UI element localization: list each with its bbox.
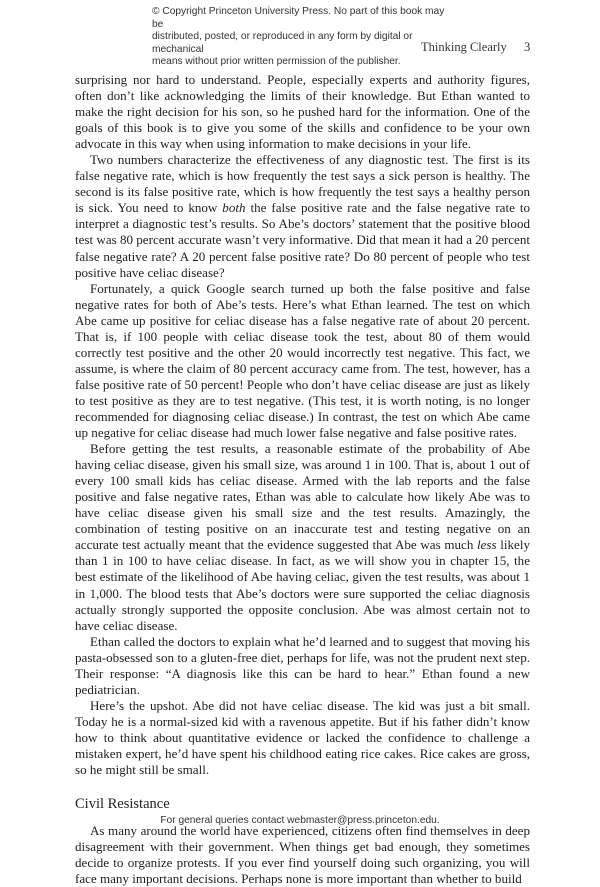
page-number: 3: [524, 40, 531, 54]
paragraph-text: likely than 1 in 100 to have celiac disease. In fact, as we will show you in chapter 15, the best estimate of the likelihood of Abe having celiac, given the test results, was about 1 in 1,000. The blood tests that Abe’s doctors were sure supported the celiac diagnosis actually strongly supported the opposite conclusion. Abe was almost certain not to have celiac disease.: [75, 537, 530, 633]
paragraph: Here’s the upshot. Abe did not have celiac disease. The kid was just a bit small. Today he is a normal-sized kid with a ravenous appetite. But if his father didn’t know how to think about quantitative evidence or lacked the confidence to challenge a mistaken expert, he’d have spent his childhood eating rice cakes. Rice cakes are gross, so he might still be small.: [75, 697, 530, 778]
paragraph: [75, 441, 530, 634]
running-head: Thinking Clearly: [421, 40, 507, 54]
section-heading: Civil Resistance: [75, 796, 170, 813]
paragraph: surprising nor hard to understand. People, especially experts and authority figures, often don’t like acknowledging the limits of their knowledge. But Ethan wanted to make the right decision for his son, so he pushed hard for the information. One of the goals of this book is to give you some of the skills and confidence to be your own advocate in this way when using information to make decisions in your life.: [75, 72, 530, 152]
paragraph: As many around the world have experienced, citizens often find themselves in deep disagreement with their government. When things get bad enough, they sometimes decide to organize protests. If you ever find yourself doing such organizing, you will face many important decisions. Perhaps none is more important than whether to build: [75, 823, 530, 887]
paragraph: [75, 152, 530, 280]
emphasis: both: [222, 200, 246, 216]
paragraph-text: Before getting the test results, a reasonable estimate of the probability of Abe having celiac disease, given his small size, was around 1 in 100. That is, about 1 out of every 100 small kids has celiac disease. Armed with the lab reports and the false positive and false negative rates, Ethan was able to calculate how likely Abe was to have celiac disease given his small size and the test results. Amazingly, the combination of testing positive on an inaccurate test and testing negative on an accurate test actually meant that the evidence suggested that Abe was much: [75, 441, 530, 553]
paragraph-text: Two numbers characterize the effectiveness of any diagnostic test. The first is its false negative rate, which is how frequently the test says a sick person is healthy. The second is its false positive rate, which is how frequently the test says a healthy person is sick. You need to know: [75, 152, 530, 216]
copyright-notice: © Copyright Princeton University Press. No part of this book may be distributed, posted, or reproduced in any form by digital or mechanical means without prior written permission of the publisher.: [152, 6, 445, 67]
paragraph-text: the false positive rate and the false negative rate to interpret a diagnostic test’s results. So Abe’s doctors’ statement that the positive blood test was 80 percent accurate wasn’t very informative. Did that mean it had a 20 percent false negative rate? A 20 percent false positive rate? Do 80 percent of people who test positive have celiac disease?: [75, 200, 530, 280]
paragraph: Fortunately, a quick Google search turned up both the false positive and false negative rates for both of Abe’s tests. Here’s what Ethan learned. The test on which Abe came up positive for celiac disease has a false negative rate of about 20 percent. That is, if 100 people with celiac disease took the test, about 80 of them would correctly test positive and the other 20 would incorrectly test negative. This fact, we assume, is where the claim of 80 percent accuracy came from. The test, however, has a false positive rate of 50 percent! People who don’t have celiac disease are just as likely to test positive as they are to test negative. (This test, it is worth noting, is no longer recommended for diagnosing celiac disease.) In contrast, the test on which Abe came up negative for celiac disease had much lower false negative and false positive rates.: [75, 280, 530, 441]
paragraph: Ethan called the doctors to explain what he’d learned and to suggest that moving his pasta-obsessed son to a gluten-free diet, perhaps for life, was not the prudent next step. Their response: “A diagnosis like this can be hard to hear.” Ethan found a new pediatrician.: [75, 633, 530, 697]
footer-contact: For general queries contact webmaster@press.princeton.edu.: [160, 815, 440, 826]
body-text: [75, 72, 530, 887]
emphasis: less: [477, 537, 497, 553]
